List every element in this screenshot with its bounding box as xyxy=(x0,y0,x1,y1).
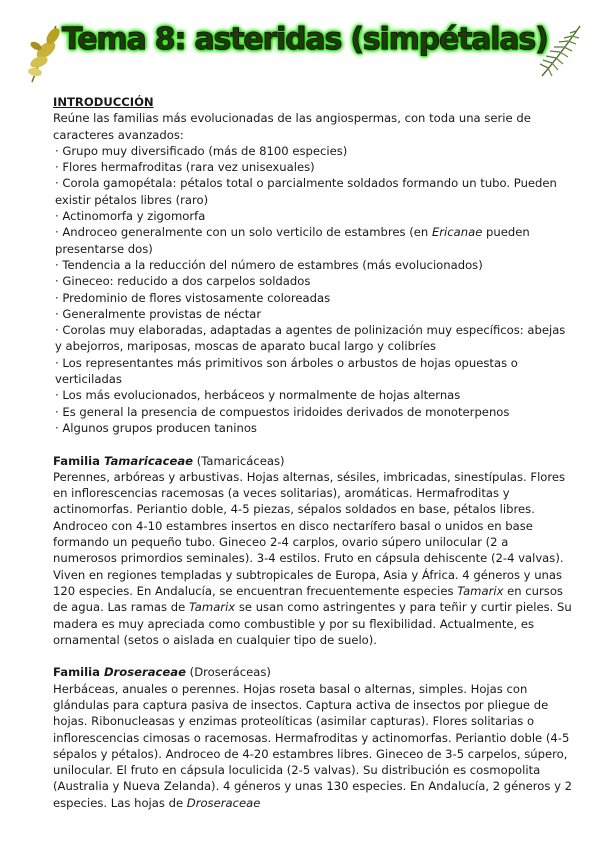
desc-text: Herbáceas, anuales o perennes. Hojas roseta basal o alternas, simples. Hojas con glándulas para captura pasiva de insectos. Captura activa de insectos por pliegue de hojas. Ribonucleasas y enzimas proteolíticas (asimilar capturas). Flores solitarias o inflorescencias cimosas o racemosas. Hermafroditas y actinomorfas. Periantio doble (4-5 sépalos y pétalos). Androceo de 4-20 estambres libres. Gineceo de 3-5 carpelos, súpero, unilocular. El fruto en cápsula loculicida (2-5 valvas). Su distribución es cosmopolita (Australia y Nueva Zelanda). 4 géneros y unas 130 especies. En Andalucía, 2 géneros y 2 especies. Las hojas de xyxy=(53,681,573,810)
list-item: · Actinomorfa y zigomorfa xyxy=(55,209,206,224)
yellow-leaf-icon xyxy=(26,20,66,84)
fern-leaf-icon xyxy=(536,22,584,80)
page-body xyxy=(53,94,573,811)
family-name: Droseraceae xyxy=(103,665,186,680)
list-item: · Los más evolucionados, herbáceos y normalmente de hojas alternas xyxy=(55,388,461,403)
androceo-text-a: · Androceo generalmente con un solo verticilo de estambres (en xyxy=(55,225,432,240)
androceo-taxon: Ericanae xyxy=(431,225,483,240)
list-item: · Grupo muy diversificado (más de 8100 especies) xyxy=(55,143,348,158)
family-heading-tamaricaceae xyxy=(53,453,573,469)
list-item: · Tendencia a la reducción del número de estambres (más evolucionados) xyxy=(55,257,483,272)
list-item: · Los representantes más primitivos son árboles o arbustos de hojas opuestas o verticiladas xyxy=(55,355,518,387)
list-item: · Corolas muy elaboradas, adaptadas a agentes de polinización muy específicos: abejas y abejorros, mariposas, moscas de aparato bucal largo y colibríes xyxy=(55,323,566,354)
androceo-text-b: pueden presentarse dos) xyxy=(55,225,530,256)
page-title: Tema 8: asteridas (simpétalas) xyxy=(62,22,548,57)
dist-text-c: se usan como astringentes y para teñir y curtir pieles. Su madera es muy apreciada como combustible y por su flexibilidad. Actualmente, es ornamental (setos o aislada en cualquier tipo de suelo). xyxy=(53,600,572,647)
tamaricaceae-distribution xyxy=(53,567,573,648)
tamaricaceae-description: Perennes, arbóreas y arbustivas. Hojas alternas, sésiles, imbricadas, sinestípulas. Flores en inflorescencias racemosas (a veces solitarias), aromáticas. Hermafroditas y actinomorfas. Periantio doble, 4-5 piezas, sépalos soldados en base, pétalos libres. Androceo con 4-10 estambres insertos en disco nectarífero basal o unidos en base formando un pequeño tubo. Gineceo 2-4 carplos, ovario súpero unilocular (2 a numerosos primordios seminales). 3-4 estilos. Fruto en cápsula dehiscente (2-4 valvas). xyxy=(53,469,566,566)
genus-name: Tamarix xyxy=(457,583,504,598)
dist-text-a: Viven en regiones templadas y subtropicales de Europa, Asia y África. 4 géneros y unas 120 especies. En Andalucía, se encuentran frecuentemente especies xyxy=(53,567,563,598)
list-item: · Generalmente provistas de néctar xyxy=(55,306,262,321)
section-spacer xyxy=(53,648,573,664)
family-heading-droseraceae xyxy=(53,664,573,680)
droseraceae-description xyxy=(53,681,573,811)
list-item: · Es general la presencia de compuestos iridoides derivados de monoterpenos xyxy=(55,404,510,419)
list-item: · Predominio de flores vistosamente coloreadas xyxy=(55,290,331,305)
list-item: · Corola gamopétala: pétalos total o parcialmente soldados formando un tubo. Pueden existir pétalos libres (raro) xyxy=(55,176,557,207)
section-spacer xyxy=(53,436,573,452)
family-label: Familia xyxy=(53,665,104,680)
genus-name: Tamarix xyxy=(188,600,236,615)
list-item: · Gineceo: reducido a dos carpelos soldados xyxy=(55,274,311,289)
family-name-inline: Droseraceae xyxy=(186,795,261,810)
intro-heading: INTRODUCCIÓN xyxy=(53,95,154,109)
list-item: · Algunos grupos producen taninos xyxy=(55,420,257,435)
family-common-name: (Droseráceas) xyxy=(185,665,271,680)
family-name: Tamaricaceae xyxy=(103,453,194,468)
family-label: Familia xyxy=(53,453,104,468)
list-item xyxy=(53,224,573,257)
list-item: · Flores hermafroditas (rara vez unisexuales) xyxy=(55,160,315,175)
page-header xyxy=(0,0,600,90)
family-common-name: (Tamaricáceas) xyxy=(193,453,285,468)
dist-text-b: en cursos de agua. Las ramas de xyxy=(53,583,563,615)
intro-text: Reúne las familias más evolucionadas de las angiospermas, con toda una serie de caracteres avanzados: xyxy=(53,111,531,142)
